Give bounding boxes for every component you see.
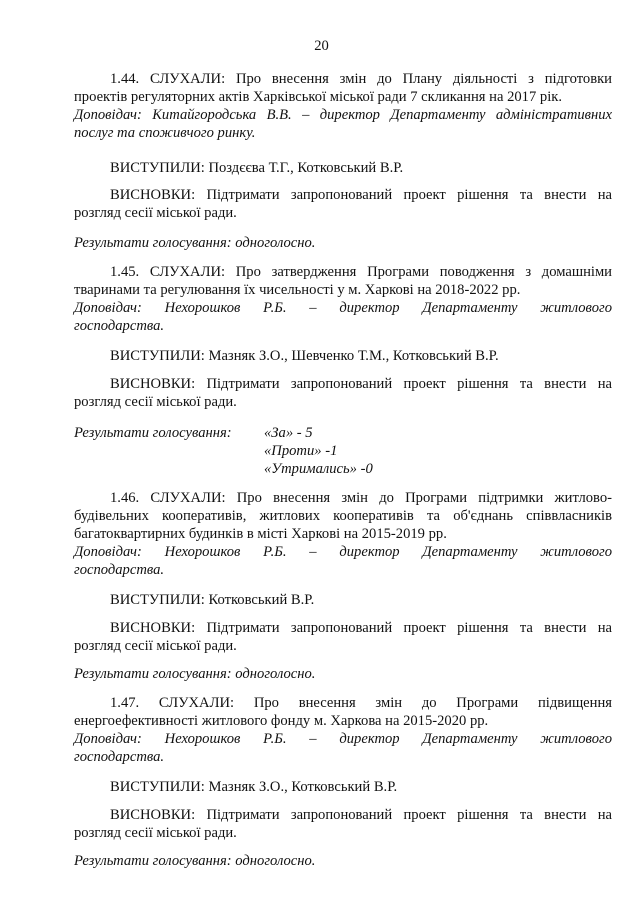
- heard-line: 1.44. СЛУХАЛИ: Про внесення змін до Плану діяльності з підготовки: [110, 71, 612, 87]
- conclusions-block: [74, 186, 612, 222]
- vote-for: «За» - 5: [264, 425, 313, 441]
- speaker-line: господарства.: [74, 749, 165, 765]
- page-number: 20: [314, 38, 329, 54]
- conclusions-block: [74, 375, 612, 411]
- vote-row: [74, 460, 612, 478]
- spoke-block: [74, 778, 612, 796]
- conclusions-line: розгляд сесії міської ради.: [74, 825, 237, 841]
- speaker-line: Доповідач: Нехорошков Р.Б. – директор Департаменту житлового: [74, 544, 612, 560]
- speaker-line: Доповідач: Нехорошков Р.Б. – директор Департаменту житлового: [74, 731, 612, 747]
- heard-line: 1.46. СЛУХАЛИ: Про внесення змін до Програми підтримки житлово-: [110, 490, 612, 506]
- vote-row: [74, 852, 612, 870]
- speaker-line: послуг та споживчого ринку.: [74, 125, 256, 141]
- vote-result: одноголосно.: [235, 853, 316, 869]
- speaker-line: господарства.: [74, 318, 165, 334]
- vote-row: [74, 424, 612, 442]
- heard-line: 1.47. СЛУХАЛИ: Про внесення змін до Програми підвищення: [110, 695, 612, 711]
- heard-line: будівельних кооперативів, житлових кооперативів та об'єднань співвласників: [74, 508, 612, 524]
- conclusions-block: [74, 619, 612, 655]
- conclusions-line: розгляд сесії міської ради.: [74, 205, 237, 221]
- speaker-line: Доповідач: Нехорошков Р.Б. – директор Департаменту житлового: [74, 300, 612, 316]
- vote-row: [74, 234, 612, 252]
- vote-block: [74, 424, 612, 478]
- agenda-item-1-46: [74, 489, 612, 579]
- heard-line: 1.45. СЛУХАЛИ: Про затвердження Програми поводження з домашніми: [110, 264, 612, 280]
- spoke-line: ВИСТУПИЛИ: Мазняк З.О., Шевченко Т.М., Котковський В.Р.: [110, 348, 499, 364]
- vote-abstained: «Утримались» -0: [264, 461, 373, 477]
- vote-label: Результати голосування:: [74, 235, 232, 251]
- spoke-line: ВИСТУПИЛИ: Поздєєва Т.Г., Котковський В.Р.: [110, 160, 404, 176]
- heard-line: проектів регуляторних актів Харківської міської ради 7 скликання на 2017 рік.: [74, 89, 562, 105]
- conclusions-line: ВИСНОВКИ: Підтримати запропонований проект рішення та внести на: [110, 620, 612, 636]
- vote-block: [74, 234, 612, 252]
- speaker-line: Доповідач: Китайгородська В.В. – директор Департаменту адміністративних: [74, 107, 612, 123]
- heard-line: багатоквартирних будинків в місті Харкові на 2015-2019 рр.: [74, 526, 447, 542]
- agenda-item-1-44: [74, 70, 612, 142]
- conclusions-block: [74, 806, 612, 842]
- vote-label: Результати голосування:: [74, 425, 232, 441]
- conclusions-line: ВИСНОВКИ: Підтримати запропонований проект рішення та внести на: [110, 187, 612, 203]
- vote-block: [74, 852, 612, 870]
- spoke-block: [74, 347, 612, 365]
- spoke-line: ВИСТУПИЛИ: Котковський В.Р.: [110, 592, 315, 608]
- vote-against: «Проти» -1: [264, 443, 338, 459]
- vote-block: [74, 665, 612, 683]
- heard-line: тваринами та регулювання їх чисельності у м. Харкові на 2018-2022 рр.: [74, 282, 521, 298]
- spoke-line: ВИСТУПИЛИ: Мазняк З.О., Котковський В.Р.: [110, 779, 398, 795]
- agenda-item-1-45: [74, 263, 612, 335]
- speaker-line: господарства.: [74, 562, 165, 578]
- vote-label: Результати голосування:: [74, 853, 232, 869]
- vote-label: Результати голосування:: [74, 666, 232, 682]
- conclusions-line: розгляд сесії міської ради.: [74, 638, 237, 654]
- spoke-block: [74, 159, 612, 177]
- vote-row: [74, 665, 612, 683]
- conclusions-line: ВИСНОВКИ: Підтримати запропонований проект рішення та внести на: [110, 807, 612, 823]
- conclusions-line: розгляд сесії міської ради.: [74, 394, 237, 410]
- agenda-item-1-47: [74, 694, 612, 766]
- heard-line: енергоефективності житлового фонду м. Харкова на 2015-2020 рр.: [74, 713, 489, 729]
- vote-row: [74, 442, 612, 460]
- vote-result: одноголосно.: [235, 235, 316, 251]
- spoke-block: [74, 591, 612, 609]
- vote-result: одноголосно.: [235, 666, 316, 682]
- conclusions-line: ВИСНОВКИ: Підтримати запропонований проект рішення та внести на: [110, 376, 612, 392]
